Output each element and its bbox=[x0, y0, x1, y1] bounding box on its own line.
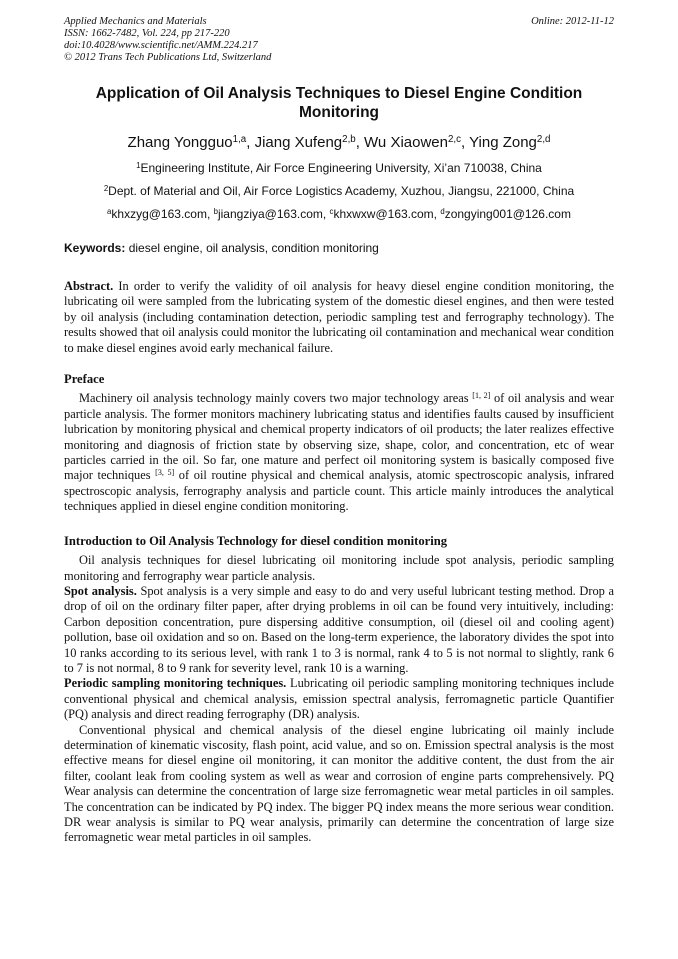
periodic-sampling-paragraph bbox=[64, 676, 614, 722]
affiliation-mark: 2 bbox=[103, 184, 109, 194]
email-separator: , bbox=[322, 207, 330, 221]
author-affil-mark: 1,a bbox=[232, 134, 247, 146]
email-address[interactable]: khxzyg@163.com bbox=[111, 207, 207, 221]
author-separator: , bbox=[355, 134, 365, 151]
email-address[interactable]: zongying001@126.com bbox=[444, 207, 571, 221]
journal-info bbox=[64, 16, 271, 64]
abstract-paragraph bbox=[64, 279, 614, 356]
email-address[interactable]: jiangziya@163.com bbox=[217, 207, 323, 221]
author-name: Wu Xiaowen bbox=[364, 134, 448, 151]
preface-paragraph bbox=[64, 391, 614, 514]
preface-text: Machinery oil analysis technology mainly covers two major technology areas bbox=[79, 391, 473, 406]
preface-text: of oil analysis and wear particle analysis. The former monitors machinery lubricating status and identifies faults caused by insufficient lubrication by monitoring physical and chemical property indicators of oil products; the later realizes effective monitoring and diagnosis of friction state by observing size, shape, color, and concentration, etc of wear particles carried in the oil. So far, one mature and perfect oil monitoring system is basically composed five major techniques bbox=[64, 391, 614, 483]
email-separator: , bbox=[433, 207, 441, 221]
keywords-text: diesel engine, oil analysis, condition monitoring bbox=[125, 241, 379, 255]
email-list bbox=[64, 207, 614, 221]
spot-analysis-text: Spot analysis is a very simple and easy to do and very useful lubricant testing method. Drop a drop of oil on the ordinary filter paper, after drying problems in oil can be found very intuitively, including: Carbon deposition concentration, pure dispersing additive consumption, oil (diesel oil and cooling agent) pollution, base oil oxidation and so on. Based on the long-term experience, the laboratory divides the spot into 10 ranks according to its serious level, with rank 1 to 3 is normal, rank 4 to 5 is not normal to slightly, rank 6 to 7 is not normal, 8 to 9 rank for severity level, rank 10 is a warning. bbox=[64, 583, 614, 675]
email-mark: c bbox=[329, 207, 334, 217]
citation-ref[interactable]: [3, 5] bbox=[155, 468, 175, 478]
section-heading-introduction: Introduction to Oil Analysis Technology for diesel condition monitoring bbox=[64, 533, 448, 548]
issn-line: ISSN: 1662-7482, Vol. 224, pp 217-220 bbox=[64, 28, 230, 39]
citation-ref[interactable]: [1, 2] bbox=[472, 391, 491, 401]
author-list bbox=[64, 134, 614, 152]
affiliation-text: Engineering Institute, Air Force Engineering University, Xi’an 710038, China bbox=[140, 161, 542, 175]
abstract-label: Abstract. bbox=[64, 279, 114, 293]
keywords-line bbox=[64, 241, 614, 255]
author-affil-mark: 2,d bbox=[536, 134, 551, 146]
affiliation-2 bbox=[64, 184, 614, 198]
keywords-label: Keywords: bbox=[64, 241, 126, 255]
copyright-line: © 2012 Trans Tech Publications Ltd, Switzerland bbox=[64, 52, 272, 63]
journal-name: Applied Mechanics and Materials bbox=[64, 16, 207, 27]
email-separator: , bbox=[206, 207, 214, 221]
author-name: Jiang Xufeng bbox=[254, 134, 343, 151]
periodic-sampling-label: Periodic sampling monitoring techniques. bbox=[64, 676, 287, 691]
author-name: Zhang Yongguo bbox=[127, 134, 233, 151]
affiliation-1 bbox=[64, 161, 614, 175]
online-date: Online: 2012-11-12 bbox=[531, 16, 614, 27]
affiliation-mark: 1 bbox=[136, 161, 141, 171]
email-mark: b bbox=[213, 207, 218, 217]
spot-analysis-label: Spot analysis. bbox=[64, 583, 137, 598]
author-separator: , bbox=[461, 134, 470, 151]
author-affil-mark: 2,b bbox=[342, 134, 356, 146]
abstract-text: In order to verify the validity of oil analysis for heavy diesel engine condition monitoring, the lubricating oil were sampled from the lubricating system of the domestic diesel engines, and then were tested by oil analysis (including contamination detection, periodic sampling test and ferrography technology). The results showed that oil analysis could monitor the lubricating oil contamination and mechanical wear condition to make diesel engines avoid early mechanical failure. bbox=[64, 279, 614, 355]
affiliation-text: Dept. of Material and Oil, Air Force Logistics Academy, Xuzhou, Jiangsu, 221000, China bbox=[108, 184, 575, 198]
email-address[interactable]: khxwxw@163.com bbox=[333, 207, 434, 221]
periodic-sampling-text: Lubricating oil periodic sampling monitoring techniques include conventional physical and chemical analysis, emission spectral analysis, ferromagnetic particle Quantifier (PQ) analysis and direct reading ferrography (DR) analysis. bbox=[64, 676, 614, 722]
conventional-analysis-paragraph: Conventional physical and chemical analysis of the diesel engine lubricating oil mainly include determination of kinematic viscosity, flash point, acid value, and so on. Emission spectral analysis is the most effective means for diesel engine oil monitoring, it can monitor the additive content, the dust from the air filter, coolant leak from cooling system as well as wear and corrosion of engine parts comprehensively. PQ Wear analysis can determine the concentration of large size ferromagnetic wear metal particles in oil samples. The concentration can be indicated by PQ index. The bigger PQ index means the more serious wear condition. DR wear analysis is similar to PQ wear analysis, primarily can determine the concentration of large size ferromagnetic wear metal particles in oil samples. bbox=[64, 722, 614, 845]
journal-header bbox=[64, 16, 614, 64]
email-mark: a bbox=[107, 207, 112, 217]
intro-paragraph: Oil analysis techniques for diesel lubricating oil monitoring include spot analysis, periodic sampling monitoring and ferrography wear particle analysis. bbox=[64, 553, 614, 583]
paper-title: Application of Oil Analysis Techniques to Diesel Engine Condition Monitoring bbox=[95, 85, 583, 121]
preface-text: of oil routine physical and chemical analysis, atomic spectroscopic analysis, infrared spectroscopic analysis, ferrography analysis and particle count. This article mainly introduces the analytical techniques applied in diesel engine condition monitoring. bbox=[64, 468, 614, 514]
email-mark: d bbox=[440, 207, 445, 217]
author-affil-mark: 2,c bbox=[447, 134, 461, 146]
author-name: Ying Zong bbox=[469, 134, 537, 151]
spot-analysis-paragraph bbox=[64, 584, 614, 676]
author-separator: , bbox=[246, 134, 255, 151]
doi-line: doi:10.4028/www.scientific.net/AMM.224.217 bbox=[64, 40, 258, 51]
section-heading-preface: Preface bbox=[64, 372, 105, 387]
